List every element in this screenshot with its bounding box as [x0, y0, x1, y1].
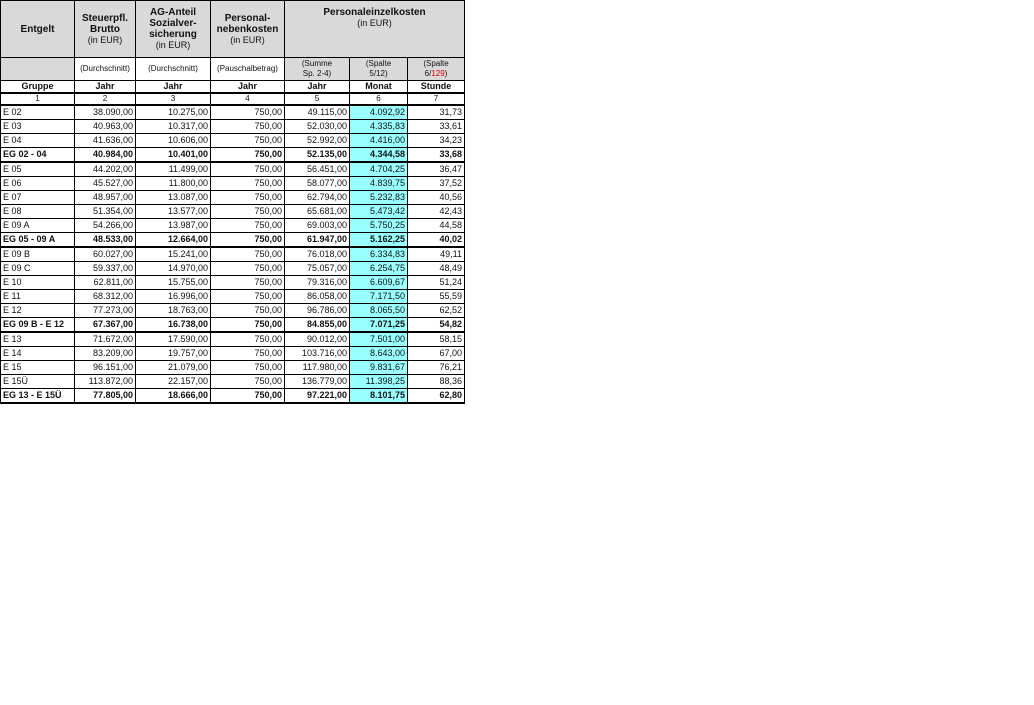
cell-monat: 4.704,25: [350, 162, 408, 177]
cell-gruppe: E 15Ü: [1, 375, 75, 389]
cell-sozialversicherung: 13.987,00: [136, 219, 211, 233]
cell-monat: 6.254,75: [350, 262, 408, 276]
unit-cell: Jahr: [75, 81, 136, 94]
cell-gruppe: E 09 A: [1, 219, 75, 233]
cell-brutto: 77.273,00: [75, 304, 136, 318]
table-row: [1, 276, 465, 290]
header-row: [1, 1, 465, 58]
cell-gruppe: E 13: [1, 332, 75, 347]
header-einzelkosten: Personaleinzelkosten (in EUR): [285, 1, 465, 58]
cell-brutto: 44.202,00: [75, 162, 136, 177]
cell-stunde: 33,68: [408, 148, 465, 163]
table-row: [1, 347, 465, 361]
subheader-c2: (Durchschnitt): [75, 58, 136, 81]
cell-stunde: 62,80: [408, 389, 465, 404]
cell-brutto: 68.312,00: [75, 290, 136, 304]
cell-monat: 4.092,92: [350, 105, 408, 120]
cell-nebenkosten: 750,00: [211, 134, 285, 148]
cell-brutto: 83.209,00: [75, 347, 136, 361]
table-row: [1, 191, 465, 205]
cell-stunde: 55,59: [408, 290, 465, 304]
cell-sozialversicherung: 21.079,00: [136, 361, 211, 375]
cell-nebenkosten: 750,00: [211, 304, 285, 318]
table-row: [1, 177, 465, 191]
cell-brutto: 48.533,00: [75, 233, 136, 248]
cell-gruppe: E 09 C: [1, 262, 75, 276]
cell-sozialversicherung: 10.401,00: [136, 148, 211, 163]
cell-monat: 7.071,25: [350, 318, 408, 333]
column-number: 2: [75, 93, 136, 105]
cell-monat: 5.473,42: [350, 205, 408, 219]
cell-monat: 8.065,50: [350, 304, 408, 318]
cell-stunde: 37,52: [408, 177, 465, 191]
cell-brutto: 54.266,00: [75, 219, 136, 233]
cell-stunde: 44,58: [408, 219, 465, 233]
cell-stunde: 31,73: [408, 105, 465, 120]
cell-monat: 11.398,25: [350, 375, 408, 389]
cell-nebenkosten: 750,00: [211, 219, 285, 233]
cell-stunde: 58,15: [408, 332, 465, 347]
cell-brutto: 41.636,00: [75, 134, 136, 148]
cell-gruppe: EG 05 - 09 A: [1, 233, 75, 248]
cell-nebenkosten: 750,00: [211, 247, 285, 262]
cell-sozialversicherung: 10.606,00: [136, 134, 211, 148]
table-row: [1, 162, 465, 177]
cell-stunde: 54,82: [408, 318, 465, 333]
cell-stunde: 33,61: [408, 120, 465, 134]
cell-brutto: 77.805,00: [75, 389, 136, 404]
cell-gruppe: E 08: [1, 205, 75, 219]
table-row: [1, 290, 465, 304]
cell-jahr: 52.135,00: [285, 148, 350, 163]
cell-jahr: 136.779,00: [285, 375, 350, 389]
cell-jahr: 62.794,00: [285, 191, 350, 205]
cell-stunde: 34,23: [408, 134, 465, 148]
cell-jahr: 86.058,00: [285, 290, 350, 304]
cell-nebenkosten: 750,00: [211, 105, 285, 120]
column-number: 3: [136, 93, 211, 105]
table-row: [1, 134, 465, 148]
cell-gruppe: EG 02 - 04: [1, 148, 75, 163]
column-number: 1: [1, 93, 75, 105]
cell-sozialversicherung: 18.763,00: [136, 304, 211, 318]
cell-sozialversicherung: 11.499,00: [136, 162, 211, 177]
cell-monat: 7.501,00: [350, 332, 408, 347]
column-number: 5: [285, 93, 350, 105]
cell-brutto: 71.672,00: [75, 332, 136, 347]
cell-nebenkosten: 750,00: [211, 332, 285, 347]
cell-jahr: 56.451,00: [285, 162, 350, 177]
cell-brutto: 40.984,00: [75, 148, 136, 163]
summary-row: [1, 233, 465, 248]
cell-monat: 4.335,83: [350, 120, 408, 134]
cell-sozialversicherung: 10.275,00: [136, 105, 211, 120]
cell-monat: 8.101,75: [350, 389, 408, 404]
header-entgelt: Entgelt: [1, 1, 75, 58]
summary-row: [1, 148, 465, 163]
cell-gruppe: E 03: [1, 120, 75, 134]
cell-jahr: 84.855,00: [285, 318, 350, 333]
cell-jahr: 97.221,00: [285, 389, 350, 404]
header-sozialversicherung: AG-Anteil Sozialver- sicherung (in EUR): [136, 1, 211, 58]
table-row: [1, 219, 465, 233]
cell-sozialversicherung: 19.757,00: [136, 347, 211, 361]
table-row: [1, 120, 465, 134]
cell-monat: 8.643,00: [350, 347, 408, 361]
cell-stunde: 48,49: [408, 262, 465, 276]
unit-cell: Monat: [350, 81, 408, 94]
subheader-empty: [1, 58, 75, 81]
column-number: 7: [408, 93, 465, 105]
cell-jahr: 117.980,00: [285, 361, 350, 375]
cell-nebenkosten: 750,00: [211, 177, 285, 191]
unit-cell: Gruppe: [1, 81, 75, 94]
subheader-c7: (Spalte 6/129): [408, 58, 465, 81]
cell-gruppe: E 06: [1, 177, 75, 191]
subheader-c4: (Pauschalbetrag): [211, 58, 285, 81]
cell-brutto: 59.337,00: [75, 262, 136, 276]
cell-nebenkosten: 750,00: [211, 389, 285, 404]
cell-gruppe: E 05: [1, 162, 75, 177]
cell-gruppe: E 09 B: [1, 247, 75, 262]
cell-brutto: 62.811,00: [75, 276, 136, 290]
table-row: [1, 262, 465, 276]
cell-stunde: 40,56: [408, 191, 465, 205]
cell-nebenkosten: 750,00: [211, 262, 285, 276]
column-number: 4: [211, 93, 285, 105]
summary-row: [1, 389, 465, 404]
cell-sozialversicherung: 13.087,00: [136, 191, 211, 205]
cell-jahr: 52.030,00: [285, 120, 350, 134]
table-row: [1, 205, 465, 219]
cell-sozialversicherung: 17.590,00: [136, 332, 211, 347]
column-number: 6: [350, 93, 408, 105]
cell-jahr: 76.018,00: [285, 247, 350, 262]
header-nebenkosten: Personal- nebenkosten (in EUR): [211, 1, 285, 58]
cell-gruppe: E 07: [1, 191, 75, 205]
cell-gruppe: E 15: [1, 361, 75, 375]
cell-monat: 5.162,25: [350, 233, 408, 248]
cell-nebenkosten: 750,00: [211, 148, 285, 163]
cell-sozialversicherung: 10.317,00: [136, 120, 211, 134]
table-row: [1, 247, 465, 262]
table-row: [1, 375, 465, 389]
cell-monat: 4.839,75: [350, 177, 408, 191]
cell-brutto: 60.027,00: [75, 247, 136, 262]
cell-monat: 6.334,83: [350, 247, 408, 262]
cell-jahr: 103.716,00: [285, 347, 350, 361]
cell-nebenkosten: 750,00: [211, 375, 285, 389]
cell-nebenkosten: 750,00: [211, 120, 285, 134]
cell-jahr: 69.003,00: [285, 219, 350, 233]
header-brutto: Steuerpfl. Brutto (in EUR): [75, 1, 136, 58]
cost-table: [0, 0, 465, 404]
cell-brutto: 45.527,00: [75, 177, 136, 191]
unit-row: [1, 81, 465, 94]
cell-monat: 6.609,67: [350, 276, 408, 290]
cell-gruppe: EG 09 B - E 12: [1, 318, 75, 333]
cell-stunde: 36,47: [408, 162, 465, 177]
table-row: [1, 304, 465, 318]
cell-nebenkosten: 750,00: [211, 290, 285, 304]
cell-gruppe: E 04: [1, 134, 75, 148]
cell-nebenkosten: 750,00: [211, 318, 285, 333]
cell-sozialversicherung: 13.577,00: [136, 205, 211, 219]
cell-sozialversicherung: 14.970,00: [136, 262, 211, 276]
cell-jahr: 49.115,00: [285, 105, 350, 120]
cell-brutto: 40.963,00: [75, 120, 136, 134]
unit-cell: Jahr: [285, 81, 350, 94]
cell-stunde: 51,24: [408, 276, 465, 290]
cell-jahr: 90.012,00: [285, 332, 350, 347]
subheader-row: [1, 58, 465, 81]
cell-jahr: 61.947,00: [285, 233, 350, 248]
cell-jahr: 52.992,00: [285, 134, 350, 148]
cell-gruppe: E 12: [1, 304, 75, 318]
cell-sozialversicherung: 15.241,00: [136, 247, 211, 262]
cell-monat: 5.750,25: [350, 219, 408, 233]
cell-gruppe: E 10: [1, 276, 75, 290]
cell-nebenkosten: 750,00: [211, 347, 285, 361]
cell-jahr: 65.681,00: [285, 205, 350, 219]
cell-brutto: 113.872,00: [75, 375, 136, 389]
cell-nebenkosten: 750,00: [211, 162, 285, 177]
cell-brutto: 67.367,00: [75, 318, 136, 333]
cell-sozialversicherung: 15.755,00: [136, 276, 211, 290]
cell-monat: 5.232,83: [350, 191, 408, 205]
table-row: [1, 332, 465, 347]
cell-stunde: 42,43: [408, 205, 465, 219]
summary-row: [1, 318, 465, 333]
cell-nebenkosten: 750,00: [211, 233, 285, 248]
subheader-c3: (Durchschnitt): [136, 58, 211, 81]
cell-sozialversicherung: 18.666,00: [136, 389, 211, 404]
unit-cell: Jahr: [211, 81, 285, 94]
cell-nebenkosten: 750,00: [211, 361, 285, 375]
cell-monat: 9.831,67: [350, 361, 408, 375]
cell-stunde: 62,52: [408, 304, 465, 318]
cell-sozialversicherung: 22.157,00: [136, 375, 211, 389]
unit-cell: Stunde: [408, 81, 465, 94]
cell-stunde: 76,21: [408, 361, 465, 375]
cell-jahr: 96.786,00: [285, 304, 350, 318]
cell-gruppe: E 02: [1, 105, 75, 120]
cell-monat: 7.171,50: [350, 290, 408, 304]
cell-sozialversicherung: 16.738,00: [136, 318, 211, 333]
subheader-c5: (Summe Sp. 2-4): [285, 58, 350, 81]
cell-brutto: 48.957,00: [75, 191, 136, 205]
cell-jahr: 58.077,00: [285, 177, 350, 191]
unit-cell: Jahr: [136, 81, 211, 94]
cell-sozialversicherung: 16.996,00: [136, 290, 211, 304]
cell-sozialversicherung: 11.800,00: [136, 177, 211, 191]
cell-brutto: 38.090,00: [75, 105, 136, 120]
cell-sozialversicherung: 12.664,00: [136, 233, 211, 248]
table-row: [1, 105, 465, 120]
cell-monat: 4.416,00: [350, 134, 408, 148]
cell-gruppe: EG 13 - E 15Ü: [1, 389, 75, 404]
cell-jahr: 75.057,00: [285, 262, 350, 276]
cell-brutto: 51.354,00: [75, 205, 136, 219]
cell-nebenkosten: 750,00: [211, 205, 285, 219]
cell-stunde: 40,02: [408, 233, 465, 248]
column-number-row: [1, 93, 465, 105]
cell-gruppe: E 11: [1, 290, 75, 304]
cell-nebenkosten: 750,00: [211, 191, 285, 205]
cell-stunde: 67,00: [408, 347, 465, 361]
cell-stunde: 49,11: [408, 247, 465, 262]
table-row: [1, 361, 465, 375]
cell-monat: 4.344,58: [350, 148, 408, 163]
cell-gruppe: E 14: [1, 347, 75, 361]
cell-jahr: 79.316,00: [285, 276, 350, 290]
cell-nebenkosten: 750,00: [211, 276, 285, 290]
subheader-c6: (Spalte 5/12): [350, 58, 408, 81]
cell-brutto: 96.151,00: [75, 361, 136, 375]
cell-stunde: 88,36: [408, 375, 465, 389]
